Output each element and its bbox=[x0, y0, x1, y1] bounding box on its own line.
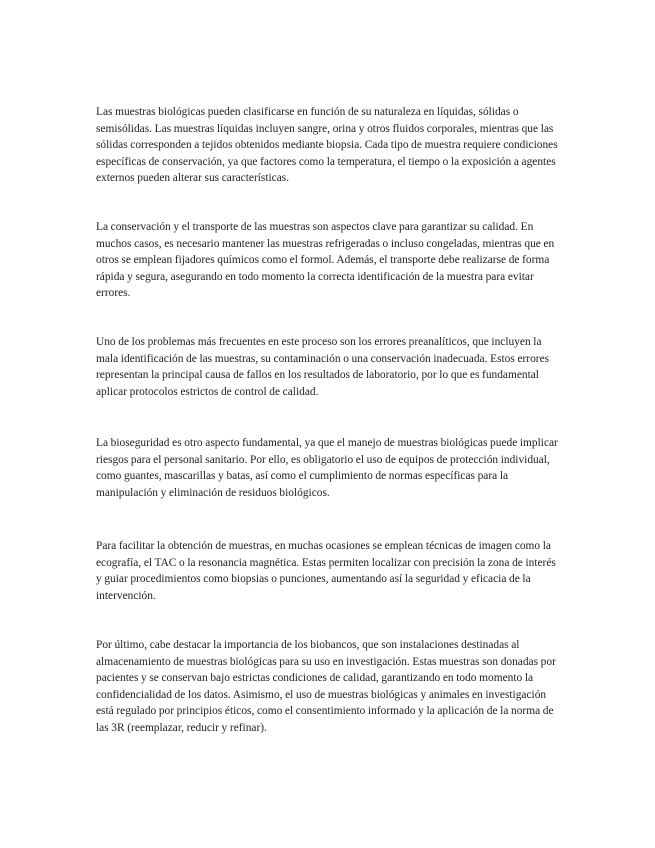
paragraph-biosafety: La bioseguridad es otro aspecto fundamental, ya que el manejo de muestras biológicas puede implicar riesgos para el personal sanitario. Por ello, es obligatorio el uso de equipos de protección individual, como guantes, mascarillas y batas, así como el cumplimiento de normas específicas para la manipulación y eliminación de residuos biológicos. bbox=[96, 437, 558, 499]
paragraph-sample-types: Las muestras biológicas pueden clasificarse en función de su naturaleza en líquidas, sólidas o semisólidas. Las muestras líquidas incluyen sangre, orina y otros fluidos corporales, mientras que las sólidas corresponden a tejidos obtenidos mediante biopsia. Cada tipo de muestra requiere condiciones específicas de conservación, ya que factores como la temperatura, el tiempo o la exposición a agentes externos pueden alterar sus características. bbox=[96, 106, 558, 185]
paragraph-conservation-transport: La conservación y el transporte de las muestras son aspectos clave para garantizar su calidad. En muchos casos, es necesario mantener las muestras refrigeradas o incluso congeladas, mientras que en otros se emplean fijadores químicos como el formol. Además, el transporte debe realizarse de forma rápida y segura, asegurando en todo momento la correcta identificación de la muestra para evitar errores. bbox=[96, 221, 555, 300]
paragraph-preanalytical-errors: Uno de los problemas más frecuentes en este proceso son los errores preanalíticos, que incluyen la mala identificación de las muestras, su contaminación o una conservación inadecuada. Estos errores representan la principal causa de fallos en los resultados de laboratorio, por lo que es fundamental aplicar protocolos estrictos de control de calidad. bbox=[96, 336, 550, 398]
paragraph-imaging-techniques: Para facilitar la obtención de muestras, en muchas ocasiones se emplean técnicas de imagen como la ecografía, el TAC o la resonancia magnética. Estas permiten localizar con precisión la zona de interés y guiar procedimientos como biopsias o punciones, aumentando así la seguridad y eficacia de la intervención. bbox=[96, 540, 556, 602]
paragraph-biobanks: Por último, cabe destacar la importancia de los biobancos, que son instalaciones destinadas al almacenamiento de muestras biológicas para su uso en investigación. Estas muestras son donadas por pacientes y se conservan bajo estrictas condiciones de calidad, garantizando en todo momento la confidencialidad de los datos. Asimismo, el uso de muestras biológicas y animales en investigación está regulado por principios éticos, como el consentimiento informado y la aplicación de la norma de las 3R (reemplazar, reducir y refinar). bbox=[96, 639, 556, 734]
